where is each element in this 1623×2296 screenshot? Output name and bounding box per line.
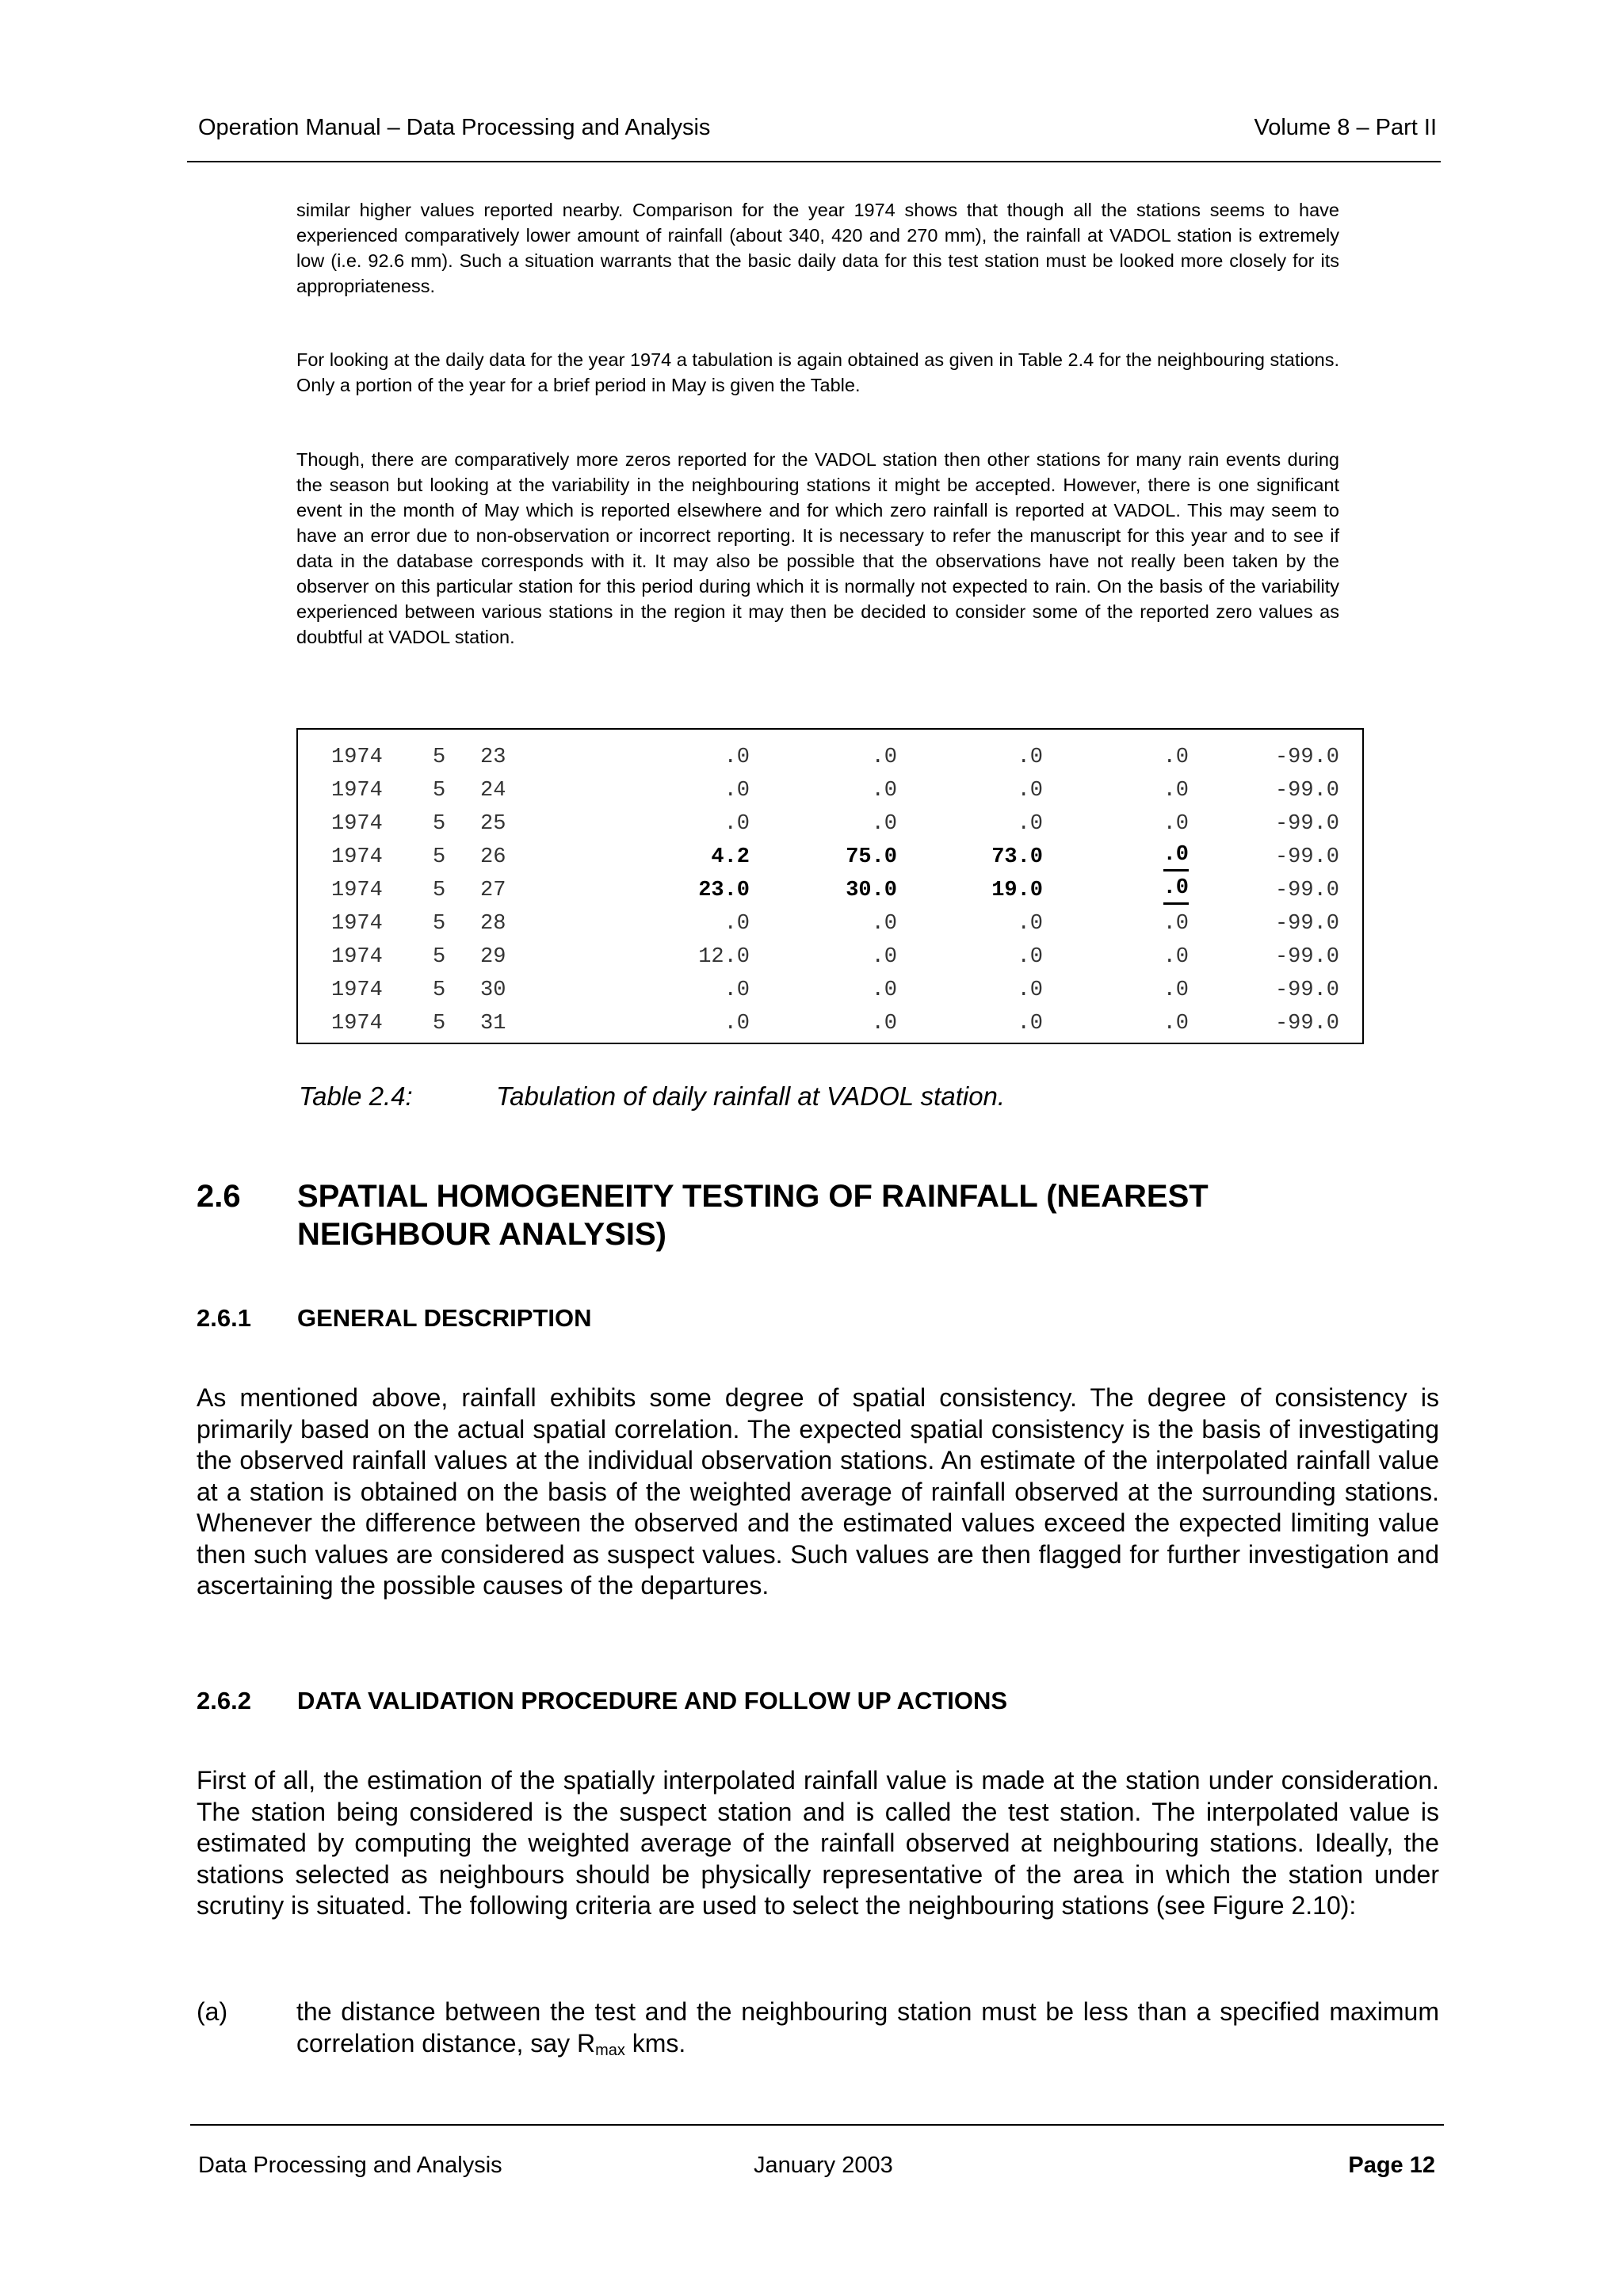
cell-value-5: -99.0 — [1274, 912, 1339, 936]
cell-month: 5 — [433, 945, 446, 969]
subsection-1-text: As mentioned above, rainfall exhibits some degree of spatial consistency. The degree of consistency is primarily based on the actual spatial correlation. The expected spatial consistency is the basis of investigating the observed rainfall values at the individual observation stations. An estimate of the interpolated rainfall value at a station is obtained on the basis of the weighted average of rainfall observed at the surrounding stations. Whenever the difference between the observed and the estimated values exceed the expected limiting value then such values are considered as suspect values. Such values are then flagged for further investigation and ascertaining the possible causes of the departures. — [197, 1383, 1439, 1600]
list-item-a-tail: kms. — [624, 2028, 686, 2058]
cell-value-2: 30.0 — [846, 879, 897, 902]
cell-value-4: .0 — [1163, 812, 1189, 836]
footer-left: Data Processing and Analysis — [198, 2153, 502, 2178]
cell-month: 5 — [433, 845, 446, 869]
intro-paragraph-1: similar higher values reported nearby. Comparison for the year 1974 shows that though all the stations seems to have experienced comparatively lower amount of rainfall (about 340, 420 and 270 mm), the rainfall at VADOL station is extremely low (i.e. 92.6 mm). Such a situation warrants that the basic daily data for this test station must be looked more closely for its appropriateness. — [296, 200, 1339, 296]
cell-value-4: .0 — [1163, 841, 1189, 871]
cell-value-4: .0 — [1163, 978, 1189, 1002]
rainfall-table — [296, 728, 1364, 1044]
cell-month: 5 — [433, 746, 446, 769]
cell-value-3: .0 — [1017, 978, 1043, 1002]
cell-value-2: .0 — [871, 978, 897, 1002]
cell-value-4: .0 — [1163, 779, 1189, 803]
cell-value-2: .0 — [871, 1012, 897, 1035]
cell-value-5: -99.0 — [1274, 746, 1339, 769]
cell-value-1: 23.0 — [698, 879, 750, 902]
intro-paragraph-2: For looking at the daily data for the year 1974 a tabulation is again obtained as given in Table 2.4 for the neighbouring stations. Only a portion of the year for a brief period in May is given the Table. — [296, 349, 1339, 395]
cell-day: 27 — [480, 879, 506, 902]
cell-value-1: 4.2 — [711, 845, 750, 869]
table-row — [298, 807, 1362, 841]
table-row — [298, 741, 1362, 774]
cell-value-4: .0 — [1163, 746, 1189, 769]
cell-value-4: .0 — [1163, 1012, 1189, 1035]
list-item-a-text: the distance between the test and the neighbouring station must be less than a specified maximum correlation distance, say R — [296, 1997, 1439, 2058]
cell-value-3: 19.0 — [991, 879, 1043, 902]
cell-year: 1974 — [331, 945, 383, 969]
cell-day: 23 — [480, 746, 506, 769]
table-row — [298, 940, 1362, 974]
cell-value-3: .0 — [1017, 1012, 1043, 1035]
cell-year: 1974 — [331, 1012, 383, 1035]
cell-year: 1974 — [331, 978, 383, 1002]
cell-value-4: .0 — [1163, 912, 1189, 936]
cell-year: 1974 — [331, 746, 383, 769]
cell-year: 1974 — [331, 779, 383, 803]
cell-value-1: .0 — [724, 1012, 750, 1035]
cell-month: 5 — [433, 779, 446, 803]
cell-month: 5 — [433, 978, 446, 1002]
cell-year: 1974 — [331, 879, 383, 902]
section-number: 2.6 — [197, 1179, 241, 1214]
cell-year: 1974 — [331, 912, 383, 936]
cell-value-3: .0 — [1017, 812, 1043, 836]
cell-year: 1974 — [331, 845, 383, 869]
footer-page-number: Page 12 — [1348, 2153, 1435, 2178]
cell-value-5: -99.0 — [1274, 945, 1339, 969]
cell-value-1: .0 — [724, 912, 750, 936]
intro-paragraph-3: Though, there are comparatively more zeros reported for the VADOL station then other stations for many rain events during the season but looking at the variability in the neighbouring stations it might be accepted. However, there is one significant event in the month of May which is reported elsewhere and for which zero rainfall is reported at VADOL. This may seem to have an error due to non-observation or incorrect reporting. It is necessary to refer the manuscript for this year and to see if data in the database corresponds with it. It may also be possible that the observations have not really been taken by the observer on this particular station for this period during which it is normally not expected to rain. On the basis of the variability experienced between various stations in the region it may then be decided to consider some of the reported zero values as doubtful at VADOL station. — [296, 449, 1339, 647]
table-row — [298, 907, 1362, 940]
section-title: SPATIAL HOMOGENEITY TESTING OF RAINFALL (NEAREST NEIGHBOUR ANALYSIS) — [297, 1179, 1209, 1252]
cell-value-3: .0 — [1017, 779, 1043, 803]
cell-value-5: -99.0 — [1274, 779, 1339, 803]
cell-month: 5 — [433, 912, 446, 936]
cell-value-3: .0 — [1017, 746, 1043, 769]
cell-day: 31 — [480, 1012, 506, 1035]
cell-value-3: 73.0 — [991, 845, 1043, 869]
cell-value-2: .0 — [871, 746, 897, 769]
footer-rule — [190, 2124, 1444, 2126]
cell-value-3: .0 — [1017, 945, 1043, 969]
table-row — [298, 874, 1362, 907]
cell-value-5: -99.0 — [1274, 978, 1339, 1002]
cell-day: 28 — [480, 912, 506, 936]
subsection-2-number: 2.6.2 — [197, 1687, 251, 1714]
cell-value-2: .0 — [871, 812, 897, 836]
cell-value-4: .0 — [1163, 874, 1189, 905]
cell-year: 1974 — [331, 812, 383, 836]
subsection-1-number: 2.6.1 — [197, 1304, 251, 1332]
cell-value-1: .0 — [724, 779, 750, 803]
table-row — [298, 774, 1362, 807]
cell-value-5: -99.0 — [1274, 1012, 1339, 1035]
cell-day: 24 — [480, 779, 506, 803]
cell-month: 5 — [433, 812, 446, 836]
cell-value-4: .0 — [1163, 945, 1189, 969]
cell-value-2: .0 — [871, 912, 897, 936]
cell-day: 30 — [480, 978, 506, 1002]
header-rule — [187, 161, 1441, 162]
list-item-a-label: (a) — [197, 1997, 228, 2026]
table-caption-label: Table 2.4: — [299, 1081, 413, 1111]
cell-value-2: .0 — [871, 779, 897, 803]
cell-value-5: -99.0 — [1274, 812, 1339, 836]
cell-value-5: -99.0 — [1274, 845, 1339, 869]
cell-month: 5 — [433, 1012, 446, 1035]
table-row — [298, 974, 1362, 1007]
cell-value-3: .0 — [1017, 912, 1043, 936]
subsection-2-title: DATA VALIDATION PROCEDURE AND FOLLOW UP ACTIONS — [297, 1687, 1008, 1714]
cell-day: 29 — [480, 945, 506, 969]
header-left: Operation Manual – Data Processing and Analysis — [198, 115, 711, 140]
cell-value-1: .0 — [724, 978, 750, 1002]
list-item-a — [296, 1997, 1439, 2059]
cell-value-2: .0 — [871, 945, 897, 969]
cell-value-5: -99.0 — [1274, 879, 1339, 902]
cell-month: 5 — [433, 879, 446, 902]
table-row — [298, 1007, 1362, 1040]
cell-day: 25 — [480, 812, 506, 836]
table-caption-text: Tabulation of daily rainfall at VADOL station. — [496, 1081, 1006, 1111]
cell-value-1: .0 — [724, 746, 750, 769]
subsection-2-text: First of all, the estimation of the spatially interpolated rainfall value is made at the station under consideration. The station being considered is the suspect station and is called the test station. The interpolated value is estimated by computing the weighted average of the rainfall observed at neighbouring stations. Ideally, the stations selected as neighbours should be physically representative of the area in which the station under scrutiny is situated. The following criteria are used to select the neighbouring stations (see Figure 2.10): — [197, 1766, 1439, 1920]
cell-day: 26 — [480, 845, 506, 869]
cell-value-2: 75.0 — [846, 845, 897, 869]
cell-value-1: 12.0 — [698, 945, 750, 969]
header-right: Volume 8 – Part II — [1254, 115, 1437, 140]
footer-center: January 2003 — [754, 2153, 893, 2178]
list-item-a-subscript: max — [595, 2041, 625, 2059]
subsection-1-title: GENERAL DESCRIPTION — [297, 1304, 592, 1332]
table-row — [298, 841, 1362, 874]
cell-value-1: .0 — [724, 812, 750, 836]
